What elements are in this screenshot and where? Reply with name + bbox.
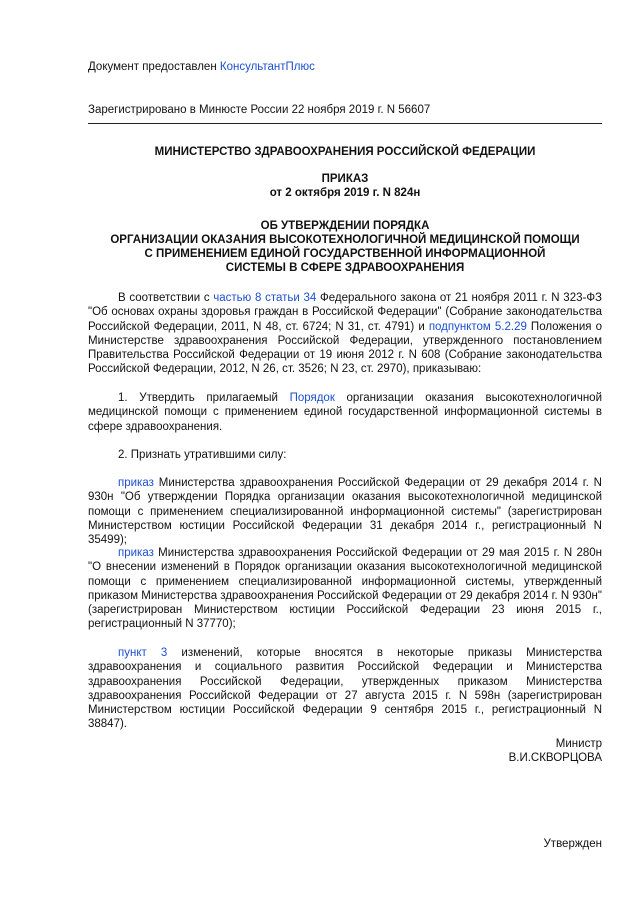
repeal-3-text: изменений, которые вносятся в некоторые приказы Министерства здравоохранения и социального развития Российской Федерации и Министерства здравоохранения Российской Федерации, утвержденных приказом Министерства здравоохранения Российской Федерации от 27 августа 2015 г. N 598н (зарегистрирован Министерством юстиции Российской Федерации 9 сентября 2015 г., регистрационный N 38847). [88,647,602,731]
intro-text-1: В соответствии с [118,292,214,304]
title-line: СИСТЕМЫ В СФЕРЕ ЗДРАВООХРАНЕНИЯ [225,262,465,274]
signatory-name: В.И.СКВОРЦОВА [508,752,602,765]
repeal-2-text: Министерства здравоохранения Российской Федерации от 29 мая 2015 г. N 280н "О внесении изменений в Порядок организации оказания высокотехнологичной медицинской помощи с применением специализированной информационной системы, утвержденный приказом Министерства здравоохранения Российской Федерации от 29 декабря 2014 г. N 930н" (зарегистрирован Министерством юстиции Российской Федерации 23 июня 2015 г., регистрационный N 37770); [88,547,602,631]
article-34-link[interactable]: частью 8 статьи 34 [213,292,317,304]
approved-label: Утвержден [543,838,602,850]
intro-paragraph [88,291,602,377]
item-1-text-2: организации оказания высокотехнологичной медицинской помощи с применением единой государственной информационной системы в сфере здравоохранения. [88,392,602,433]
provided-by-text: Документ предоставлен [88,61,220,73]
repeal-1-paragraph [88,476,602,547]
repeal-1-text: Министерства здравоохранения Российской Федерации от 29 декабря 2014 г. N 930н "Об утверждении Порядка организации оказания высокотехнологичной медицинской помощи с применением специализированной информационной системы" (зарегистрирован Министерством юстиции Российской Федерации 31 декабря 2014 г., регистрационный N 35499); [88,477,602,547]
title-line: ОБ УТВЕРЖДЕНИИ ПОРЯДКА [260,220,430,232]
item-1-paragraph [88,391,602,434]
item-1-text-1: 1. Утвердить прилагаемый [118,392,290,404]
consultantplus-link[interactable]: КонсультантПлюс [219,61,315,73]
order-date: от 2 октября 2019 г. N 824н [269,187,421,199]
repeal-3-paragraph [88,646,602,732]
title-line: С ПРИМЕНЕНИЕМ ЕДИНОЙ ГОСУДАРСТВЕННОЙ ИНФОРМАЦИОННОЙ [144,248,546,260]
item-2-paragraph: 2. Признать утратившими силу: [118,449,287,461]
title-line: ОРГАНИЗАЦИИ ОКАЗАНИЯ ВЫСОКОТЕХНОЛОГИЧНОЙ МЕДИЦИНСКОЙ ПОМОЩИ [110,234,580,246]
header-divider [88,123,602,124]
document-title [88,219,602,275]
signature-block [509,737,602,766]
order-280n-link[interactable]: приказ [118,547,154,559]
subparagraph-5-2-29-link[interactable]: подпунктом 5.2.29 [428,320,527,333]
signatory-position: Министр [555,738,602,750]
order-heading [88,172,602,200]
order-930n-link[interactable]: приказ [118,477,154,489]
repeal-2-paragraph [88,546,602,632]
registration-line: Зарегистрировано в Минюсте России 22 ноября 2019 г. N 56607 [88,104,431,116]
ministry-heading: МИНИСТЕРСТВО ЗДРАВООХРАНЕНИЯ РОССИЙСКОЙ ФЕДЕРАЦИИ [154,146,536,158]
order-label: ПРИКАЗ [321,173,369,185]
intro-text-3: Положения о Министерстве здравоохранения Российской Федерации, утвержденного постановлением Правительства Российской Федерации от 19 июня 2012 г. N 608 (Собрание законодательства Российской Федерации, 2012, N 26, ст. 3526; N 23, ст. 2970), приказываю: [88,320,602,376]
intro-text-2: Федерального закона от 21 ноября 2011 г. N 323-ФЗ "Об основах охраны здоровья граждан в Российской Федерации" (Собрание законодательства Российской Федерации, 2011, N 48, ст. 6724; N 31, ст. 4791) и [88,292,603,333]
procedure-link[interactable]: Порядок [289,392,335,404]
provided-by-line [88,61,315,73]
point-3-link[interactable]: пункт 3 [118,647,168,659]
